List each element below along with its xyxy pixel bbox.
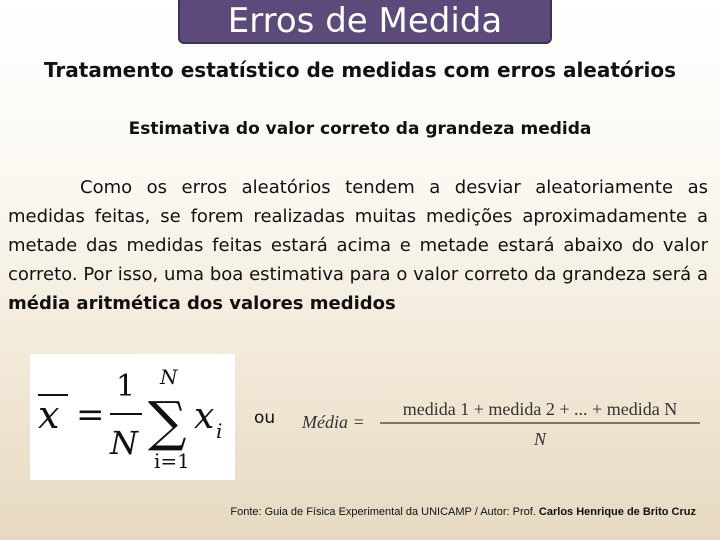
media-numerator: medida 1 + medida 2 + ... + medida N [402, 399, 678, 419]
body-paragraph [8, 173, 708, 318]
mean-formula-image [30, 354, 235, 480]
paragraph-emphasis: média aritmética dos valores medidos [8, 293, 396, 314]
media-formula-svg [300, 386, 710, 456]
sum-lower-limit: i=1 [154, 449, 190, 473]
section-heading: Estimativa do valor correto da grandeza medida [128, 119, 592, 139]
slide-subtitle: Tratamento estatístico de medidas com erros aleatórios [43, 58, 677, 82]
paragraph-text: Como os erros aleatórios tendem a desviar aleatoriamente as medidas feitas, se forem realizadas muitas medições aproximadamente a metade das medidas feitas estará acima e metade estará abaixo do valor correto. Por isso, uma boa estimativa para o valor correto da grandeza será a [8, 177, 708, 285]
equals-sign: = [76, 395, 105, 435]
sum-upper-limit: N [160, 365, 178, 389]
sum-symbol: ∑ [148, 390, 187, 453]
fraction-numerator: 1 [116, 369, 136, 404]
mean-formula [30, 354, 235, 480]
slide-title: Erros de Medida [178, 0, 552, 44]
source-author: Carlos Henrique de Brito Cruz [538, 506, 696, 518]
fraction-denominator: N [110, 424, 138, 462]
source-citation [0, 506, 696, 518]
media-label: Média = [302, 412, 365, 432]
source-prefix: Fonte: Guia de Física Experimental da UNICAMP / Autor: Prof. [230, 506, 539, 518]
media-denominator: N [533, 429, 547, 449]
xbar-variable: x [38, 393, 60, 437]
connector-text: ou [254, 408, 276, 428]
term-variable: x [194, 396, 215, 437]
term-subscript: i [216, 419, 223, 443]
media-formula [300, 386, 710, 456]
